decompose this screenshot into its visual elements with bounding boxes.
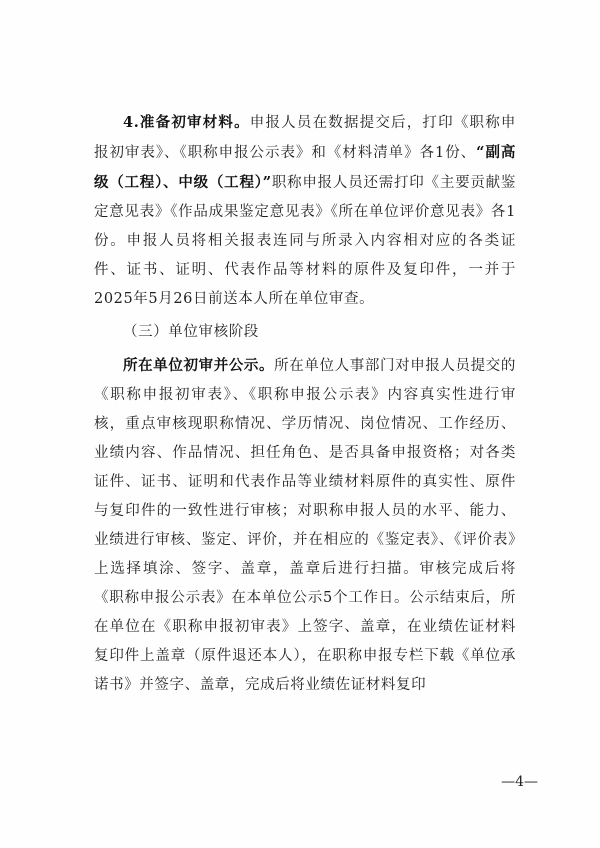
document-body (94, 108, 516, 700)
paragraph-bold-title-level: “副高级（工程）、中级（工程）” (94, 144, 516, 191)
paragraph-text-unit-review: 所在单位人事部门对申报人员提交的《职称申报初审表》、《职称申报公示表》内容真实性进行审核，重点审核现职称情况、学历情况、岗位情况、工作经历、业绩内容、作品情况、担任角色、是否具备申报资格；对各类证件、证书、证明和代表作品等业绩材料原件的真实性、原件与复印件的一致性进行审核；对职称申报人员的水平、能力、业绩进行审核、鉴定、评价，并在相应的《鉴定表》、《评价表》上选择填涂、签字、盖章，盖章后进行扫描。审核完成后将《职称申报公示表》在本单位公示5个工作日。公示结束后，所在单位在《职称申报初审表》上签字、盖章，在业绩佐证材料复印件上盖章（原件退还本人），在职称申报专栏下载《单位承诺书》并签字、盖章，完成后将业绩佐证材料复印 (94, 358, 516, 693)
section-heading (94, 318, 516, 347)
section-heading-text: （三）单位审核阶段 (123, 324, 259, 340)
paragraph-text-a: 申报人员在数据提交后，打印《职称申报初审表》、《职称申报公示表》和《材料清单》各1份、 (94, 115, 516, 161)
page-number: —4— (501, 774, 538, 790)
paragraph-unit-review (94, 351, 516, 700)
paragraph-lead-prepare-materials: 4.准备初审材料。 (123, 114, 250, 131)
paragraph-prepare-materials (94, 108, 516, 314)
paragraph-lead-unit-review: 所在单位初审并公示。 (123, 357, 275, 374)
paragraph-text-b: 职称申报人员还需打印《主要贡献鉴定意见表》《作品成果鉴定意见表》《所在单位评价意见表》各1份。申报人员将相关报表连同与所录入内容相对应的各类证件、证书、证明、代表作品等材料的原件及复印件，一并于2025年5月26日前送本人所在单位审查。 (94, 175, 517, 307)
